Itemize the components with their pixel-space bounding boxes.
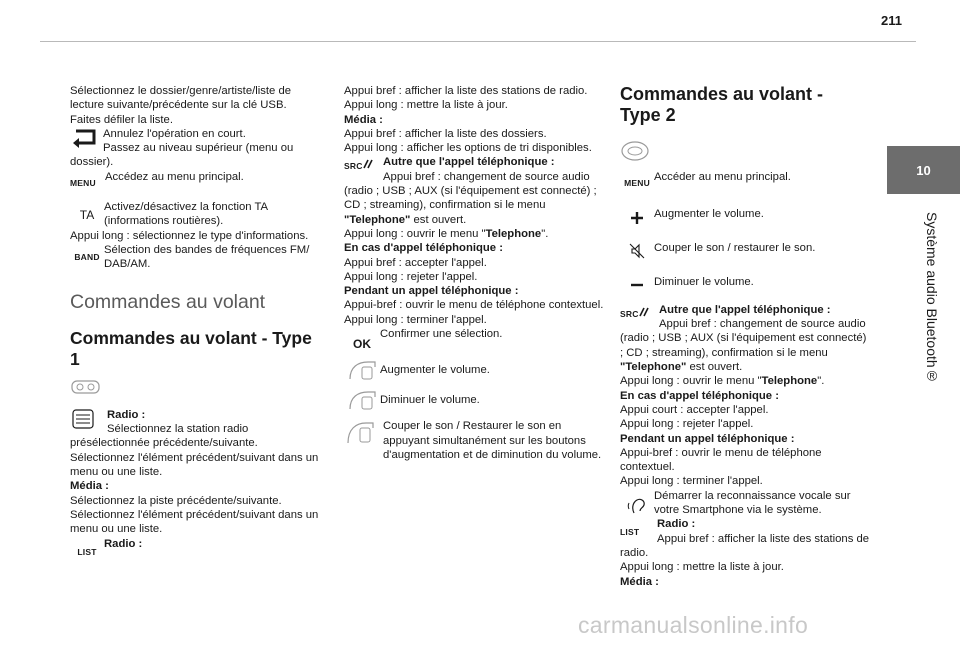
back-arrow-icon bbox=[70, 127, 100, 155]
media-text-2: Sélectionnez l'élément précédent/suivant dans un menu ou une liste. bbox=[70, 508, 319, 536]
back-entry bbox=[70, 127, 322, 170]
media-label: Média : bbox=[70, 480, 109, 493]
reject-text: Appui long : rejeter l'appel. bbox=[620, 418, 754, 431]
type2-mute-entry bbox=[620, 241, 872, 259]
ta-icon: TA bbox=[79, 208, 95, 223]
media-short-press: Appui bref : afficher la liste des dossiers. bbox=[344, 127, 547, 140]
accept-text: Appui bref : accepter l'appel. bbox=[344, 256, 487, 269]
vol-down-entry bbox=[344, 389, 606, 413]
voice-entry bbox=[620, 489, 872, 518]
list-short-press: Appui bref : afficher la liste des stations de radio. bbox=[344, 85, 588, 97]
volume-down-control-icon bbox=[344, 389, 380, 413]
not-call-text: Appui bref : changement de source audio (radio ; USB ; AUX (si l'équipement est connecté) ; CD ; streaming), confirmation si le menu "Telephone" est ouvert. bbox=[344, 170, 597, 226]
src-entry bbox=[344, 155, 606, 226]
intro-text: Sélectionnez le dossier/genre/artiste/liste de lecture suivante/précédente sur la clé USB. bbox=[70, 85, 292, 112]
steering-controls-icon bbox=[70, 378, 322, 400]
media-label: Média : bbox=[620, 575, 659, 588]
scroll-text: Faites défiler la liste. bbox=[70, 113, 173, 126]
type2-vol-up-text: Augmenter le volume. bbox=[654, 207, 764, 220]
chapter-title: Système audio Bluetooth® bbox=[924, 212, 940, 384]
top-rule bbox=[40, 41, 916, 42]
radio-label: Radio : bbox=[107, 408, 146, 421]
ta-long-text: Appui long : sélectionnez le type d'informations. bbox=[70, 229, 309, 242]
menu-entry bbox=[70, 170, 322, 190]
column-2 bbox=[344, 84, 606, 462]
band-entry bbox=[70, 243, 322, 272]
end-call-text: Appui long : terminer l'appel. bbox=[344, 313, 487, 326]
column-1 bbox=[70, 84, 322, 559]
type1-radio-entry bbox=[70, 408, 322, 479]
voice-command-icon bbox=[620, 489, 654, 517]
list-entry bbox=[70, 537, 322, 559]
list-icon: LIST bbox=[620, 527, 640, 538]
media-label: Média : bbox=[344, 113, 383, 126]
ok-text: Confirmer une sélection. bbox=[380, 328, 503, 341]
during-call-label: Pendant un appel téléphonique : bbox=[620, 432, 795, 445]
ta-text: Activez/désactivez la fonction TA (informations routières). bbox=[104, 201, 268, 228]
column-3 bbox=[620, 84, 872, 589]
src-icon: SRC bbox=[344, 155, 380, 173]
vol-up-entry bbox=[344, 359, 606, 383]
src-icon: SRC bbox=[620, 303, 656, 321]
mute-text: Couper le son / Restaurer le son en appuyant simultanément sur les boutons d'augmentation et de diminution du volume. bbox=[383, 420, 602, 461]
list-icon: LIST bbox=[77, 546, 97, 557]
during-call-text: Appui-bref : ouvrir le menu de téléphone contextuel. bbox=[620, 446, 822, 474]
vol-up-text: Augmenter le volume. bbox=[380, 364, 490, 377]
section-title: Commandes au volant bbox=[70, 290, 266, 313]
list-radio-label: Radio : bbox=[104, 537, 143, 550]
plus-icon bbox=[620, 207, 654, 225]
radio-text-1: Sélectionnez la station radio présélectionnée précédente/suivante. bbox=[70, 423, 258, 450]
end-call-text: Appui long : terminer l'appel. bbox=[620, 475, 763, 488]
not-call-label: Autre que l'appel téléphonique : bbox=[383, 156, 555, 169]
page-number: 211 bbox=[881, 13, 902, 28]
media-long-press: Appui long : afficher les options de tri disponibles. bbox=[344, 142, 592, 155]
radio-short-text: Appui bref : afficher la liste des stations de radio. bbox=[620, 532, 870, 559]
radio-text-2: Sélectionnez l'élément précédent/suivant dans un menu ou une liste. bbox=[70, 451, 319, 479]
band-icon: BAND bbox=[74, 251, 100, 262]
type2-src-entry bbox=[620, 303, 872, 374]
voice-text: Démarrer la reconnaissance vocale sur votre Smartphone via le système. bbox=[654, 489, 851, 517]
watermark: carmanualsonline.info bbox=[578, 612, 809, 638]
ta-entry bbox=[70, 200, 322, 229]
media-text-1: Sélectionnez la piste précédente/suivante. bbox=[70, 494, 282, 507]
type2-menu-text: Accéder au menu principal. bbox=[654, 171, 791, 184]
long-open-text: Appui long : ouvrir le menu "Telephone". bbox=[344, 227, 549, 240]
during-call-label: Pendant un appel téléphonique : bbox=[344, 285, 519, 298]
chapter-tab: 10 bbox=[887, 146, 960, 194]
mute-control-icon bbox=[344, 419, 380, 449]
thumbwheel-icon bbox=[70, 408, 104, 436]
accept-text: Appui court : accepter l'appel. bbox=[620, 403, 769, 416]
menu-text: Accédez au menu principal. bbox=[105, 170, 244, 183]
not-call-label: Autre que l'appel téléphonique : bbox=[659, 303, 831, 316]
volume-up-control-icon bbox=[344, 359, 380, 383]
back-text-2: Passez au niveau supérieur (menu ou dossier). bbox=[70, 142, 294, 169]
incoming-call-label: En cas d'appel téléphonique : bbox=[344, 242, 503, 255]
menu-icon: MENU bbox=[624, 178, 650, 189]
minus-icon bbox=[620, 275, 654, 287]
band-text: Sélection des bandes de fréquences FM/ DAB/AM. bbox=[104, 243, 310, 271]
type2-vol-down-entry bbox=[620, 275, 872, 289]
back-text-1: Annulez l'opération en court. bbox=[103, 127, 246, 140]
radio-label: Radio : bbox=[657, 518, 696, 531]
type2-mute-text: Couper le son / restaurer le son. bbox=[654, 241, 816, 254]
reject-text: Appui long : rejeter l'appel. bbox=[344, 270, 478, 283]
type2-menu-entry bbox=[620, 170, 872, 190]
type2-vol-down-text: Diminuer le volume. bbox=[654, 275, 754, 288]
type2-list-entry bbox=[620, 517, 872, 560]
menu-icon: MENU bbox=[70, 177, 96, 188]
long-open-text: Appui long : ouvrir le menu "Telephone". bbox=[620, 375, 825, 388]
list-long-press: Appui long : mettre la liste à jour. bbox=[344, 99, 508, 112]
ok-entry bbox=[344, 327, 606, 351]
incoming-call-label: En cas d'appel téléphonique : bbox=[620, 389, 779, 402]
vol-down-text: Diminuer le volume. bbox=[380, 394, 480, 407]
mute-entry bbox=[344, 419, 606, 462]
type1-title: Commandes au volant - Type 1 bbox=[70, 327, 312, 369]
type2-vol-up-entry bbox=[620, 207, 872, 225]
ok-icon: OK bbox=[353, 337, 371, 352]
mute-speaker-icon bbox=[620, 241, 654, 259]
not-call-text: Appui bref : changement de source audio (radio ; USB ; AUX (si l'équipement est connecté) ; CD ; streaming), confirmation si le menu "Telephone" est ouvert. bbox=[620, 318, 867, 374]
radio-long-text: Appui long : mettre la liste à jour. bbox=[620, 561, 784, 574]
during-call-text: Appui-bref : ouvrir le menu de téléphone contextuel. bbox=[344, 299, 604, 312]
steering-wheel-icon bbox=[620, 140, 872, 166]
type2-title: Commandes au volant - Type 2 bbox=[620, 84, 824, 125]
